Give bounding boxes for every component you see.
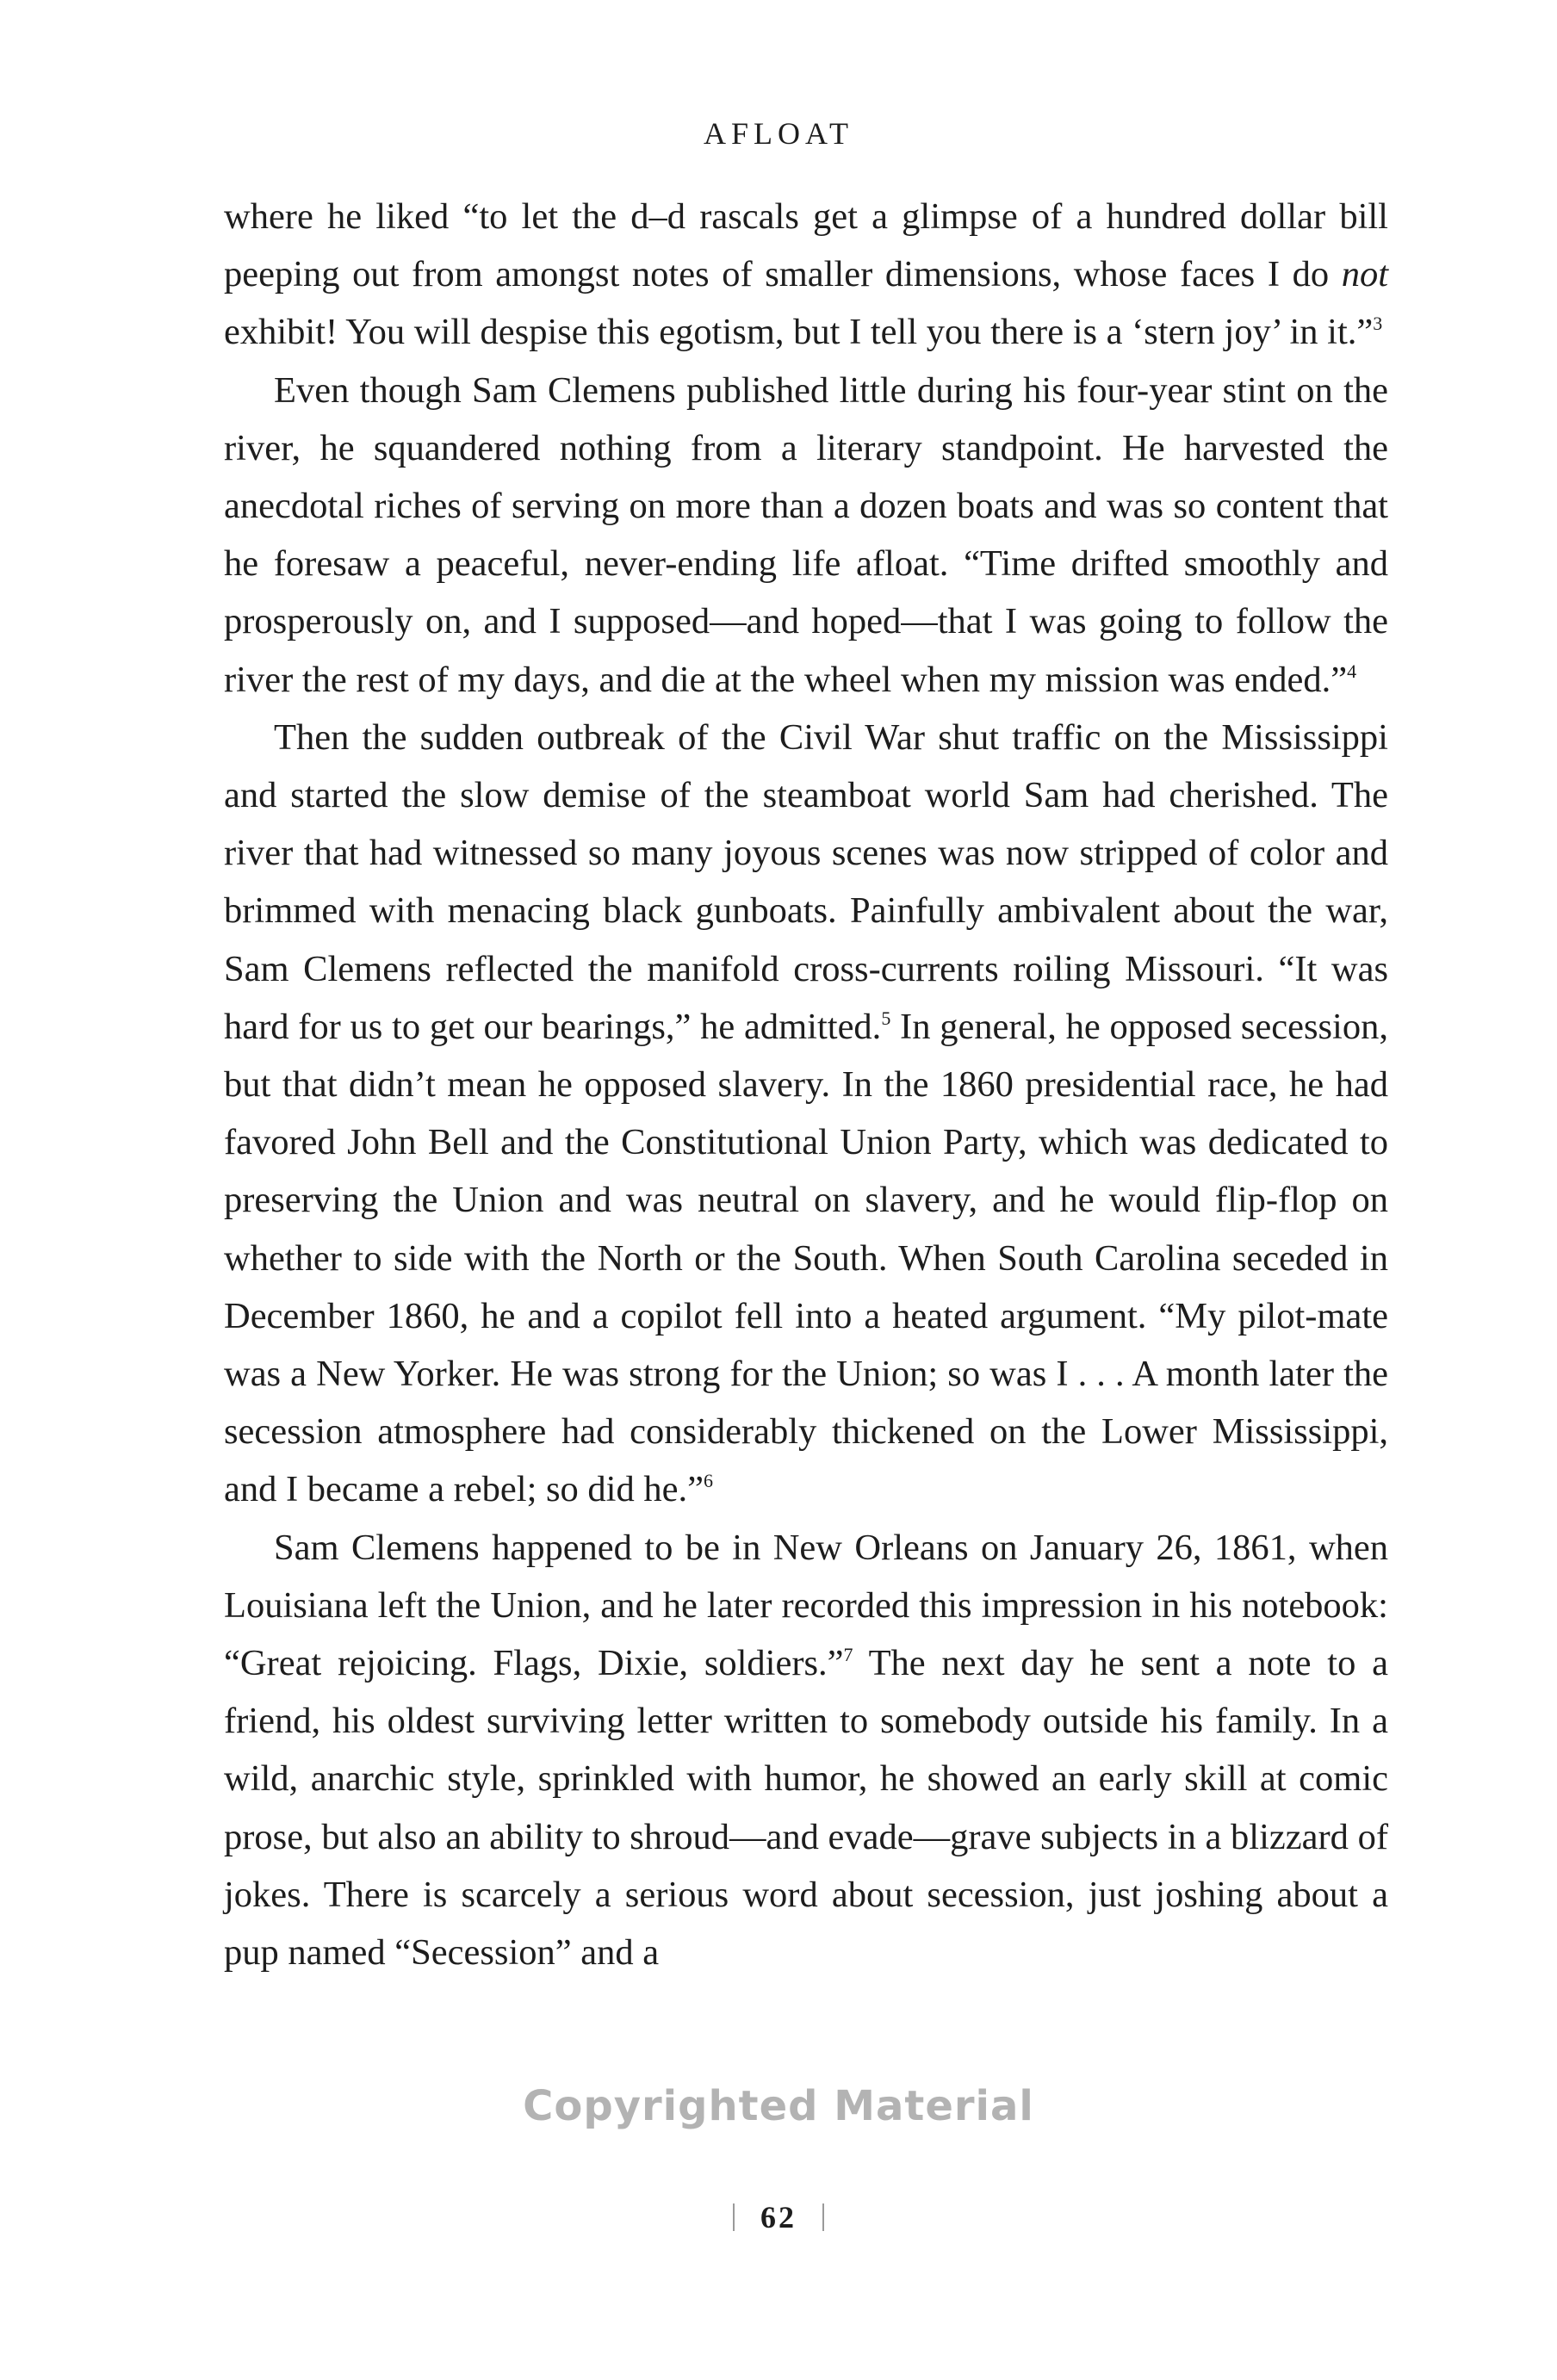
page-number: 62: [760, 2200, 797, 2234]
footnote-reference: 3: [1373, 313, 1383, 335]
folio-right-rule: [822, 2203, 824, 2231]
paragraph: [224, 709, 1388, 1519]
folio-left-rule: [733, 2203, 735, 2231]
text-run: Even though Sam Clemens published little during his four-year stint on the river, he squandered nothing from a literary standpoint. He harvested the anecdotal riches of serving on more than a dozen boats and was so content that he foresaw a peaceful, never-ending life afloat. “Time drifted smoothly and prosperously on, and I supposed—and hoped—that I was going to follow the river the rest of my days, and die at the wheel when my mission was ended.”: [224, 369, 1388, 700]
text-run: Sam Clemens happened to be in New Orleans on January 26, 1861, when Louisiana left the Union, and he later recorded this impression in his notebook: “Great rejoicing. Flags, Dixie, soldiers.”: [224, 1527, 1388, 1684]
italic-text: not: [1341, 254, 1388, 295]
footnote-reference: 7: [843, 1644, 853, 1666]
copyright-watermark: Copyrighted Material: [523, 2082, 1034, 2130]
text-run: In general, he opposed secession, but that didn’t mean he opposed slavery. In the 1860 presidential race, he had favored John Bell and the Constitutional Union Party, which was dedicated to preserving the Union and was neutral on slavery, and he would flip-flop on whether to side with the North or the South. When South Carolina seceded in December 1860, he and a copilot fell into a heated argument. “My pilot-mate was a New Yorker. He was strong for the Union; so was I . . . A month later the secession atmosphere had considerably thickened on the Lower Mississippi, and I became a rebel; so did he.”: [224, 1006, 1388, 1510]
page-number-footer: [0, 2199, 1557, 2235]
text-run: The next day he sent a note to a friend, his oldest surviving letter written to somebody outside his family. In a wild, anarchic style, sprinkled with humor, he showed an early skill at comic prose, but also an ability to shroud—and evade—grave subjects in a blizzard of jokes. There is scarcely a serious word about secession, just joshing about a pup named “Secession” and a: [224, 1643, 1389, 1974]
footnote-reference: 6: [703, 1470, 713, 1492]
body-text: [224, 188, 1388, 1981]
paragraph: [224, 188, 1388, 362]
footnote-reference: 4: [1347, 660, 1357, 682]
text-run: where he liked “to let the d–d rascals get a glimpse of a hundred dollar bill peeping out from amongst notes of smaller dimensions, whose faces I do: [224, 196, 1388, 295]
paragraph: [224, 362, 1388, 709]
text-run: exhibit! You will despise this egotism, but I tell you there is a ‘stern joy’ in it.”: [224, 312, 1374, 353]
running-head: AFLOAT: [703, 116, 853, 151]
paragraph: [224, 1519, 1388, 1982]
footnote-reference: 5: [881, 1007, 891, 1029]
text-run: Then the sudden outbreak of the Civil War shut traffic on the Mississippi and started the slow demise of the steamboat world Sam had cherished. The river that had witnessed so many joyous scenes was now stripped of color and brimmed with menacing black gunboats. Painfully ambivalent about the war, Sam Clemens reflected the manifold cross-currents roiling Missouri. “It was hard for us to get our bearings,” he admitted.: [224, 716, 1388, 1047]
